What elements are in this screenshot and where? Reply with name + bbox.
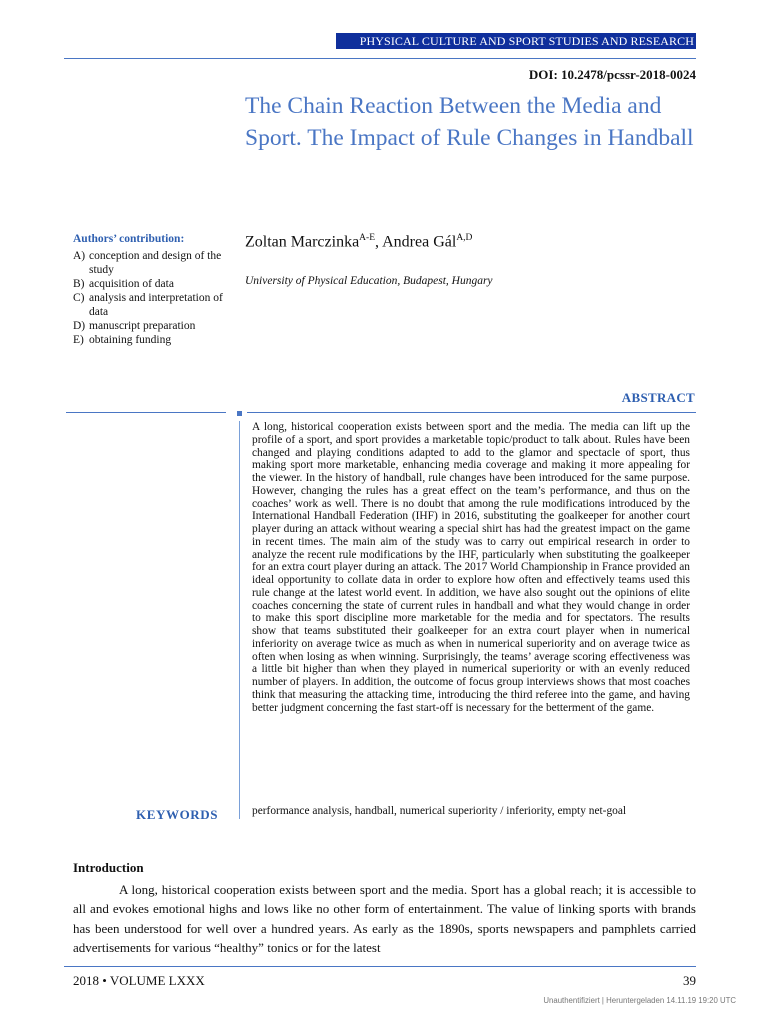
introduction-heading: Introduction <box>73 860 144 875</box>
abstract-side-rule <box>239 421 240 819</box>
keywords-text: performance analysis, handball, numerical superiority / inferiority, empty net-goal <box>252 805 627 817</box>
abstract-text: A long, historical cooperation exists between sport and the media. The media can lift up the profile of a sport, and sport provides a marketable topic/product to talk about. Rules have been changed and playing conditions adapted to add to the glamor and spectacle of sport, thus making sport more marketable, enhancing media coverage and making it more appealing for the viewer. In the history of handball, rule changes have been introduced for the same purpose. However, changing the rules has a great effect on the team’s performance, and thus on the coaches’ work as well. There is no doubt that among the rule modifications introduced by the International Handball Federation (IHF) in 2016, substituting the goalkeeper for another court player during an attack without wearing a special shirt has had the greatest impact on the game in recent times. The main aim of the study was to carry out empirical research in order to analyze the recent rule modifications by the IHF, particularly when substituting the goalkeeper for an extra court player during an attack. The 2017 World Championship in France provided an ideal opportunity to collate data in order to explore how often and effectively teams used this rule change at the latest world event. In addition, we have also sought out the opinions of elite coaches concerning the state of current rules in handball and what they would change in order to make this sport discipline more marketable for the media and for spectators. The results show that teams substituted their goalkeeper for an extra court player when in numerical inferiority on average twice as much as when in numerical superiority and on average twice as often when losing as when winning. Surprisingly, the teams’ average scoring effectiveness was a little bit higher than when they played in numerical superiority or with an evenly reduced number of players. In addition, the outcome of focus group interviews shows that most coaches think that measuring the attacking time, introducing the third referee into the game, and having better judgment concerning the fast start-off is necessary for the betterment of the game. <box>252 421 690 714</box>
author-contribution-mark: A,D <box>456 233 473 243</box>
contribution-text: acquisition of data <box>89 278 174 290</box>
keywords-heading: KEYWORDS <box>136 807 219 822</box>
contribution-item <box>73 333 239 347</box>
divider-square-marker <box>237 411 242 416</box>
download-stamp: Unauthentifiziert | Heruntergeladen 14.11.19 19:20 UTC <box>543 996 736 1005</box>
author-separator: , <box>375 233 383 251</box>
journal-name-band: PHYSICAL CULTURE AND SPORT STUDIES AND RESEARCH <box>336 33 696 49</box>
header-divider <box>64 58 696 59</box>
contribution-item <box>73 277 239 291</box>
footer-divider <box>64 966 696 967</box>
abstract-heading: ABSTRACT <box>621 390 695 405</box>
doi: DOI: 10.2478/pcssr-2018-0024 <box>528 67 696 82</box>
contribution-text: conception and design of the study <box>89 250 222 276</box>
abstract-divider-left <box>66 412 226 413</box>
contribution-item <box>73 319 239 333</box>
contribution-key: D) <box>73 320 86 332</box>
author-name: Andrea Gál <box>382 233 457 251</box>
contribution-key: B) <box>73 278 85 290</box>
footer-volume: 2018 • VOLUME LXXX <box>73 973 205 988</box>
abstract-divider-right <box>247 412 696 413</box>
contribution-text: obtaining funding <box>89 334 172 346</box>
affiliation: University of Physical Education, Budapest, Hungary <box>245 275 493 287</box>
author-name: Zoltan Marczinka <box>245 233 360 251</box>
author-contribution-mark: A-E <box>359 233 375 243</box>
contribution-key: E) <box>73 334 84 346</box>
contributions-heading: Authors’ contribution: <box>73 233 185 245</box>
author-list <box>245 233 472 251</box>
contribution-item <box>73 249 239 277</box>
contribution-item <box>73 291 239 319</box>
contribution-text: analysis and interpretation of data <box>89 292 223 318</box>
contributions-list <box>73 249 239 347</box>
introduction-text: A long, historical cooperation exists between sport and the media. Sport has a global reach; it is accessible to all and evokes emotional highs and lows like no other form of entertainment. The value of linking sports with brands has been understood for well over a hundred years. As early as the 1890s, sports newspapers and pamphlets carried advertisements for various “healthy” tonics or for the latest <box>73 882 696 956</box>
article-title: The Chain Reaction Between the Media and Sport. The Impact of Rule Changes in Handball <box>245 93 694 151</box>
contribution-text: manuscript preparation <box>89 320 196 332</box>
page-number: 39 <box>683 973 696 988</box>
contribution-key: A) <box>73 250 86 262</box>
contribution-key: C) <box>73 292 85 304</box>
